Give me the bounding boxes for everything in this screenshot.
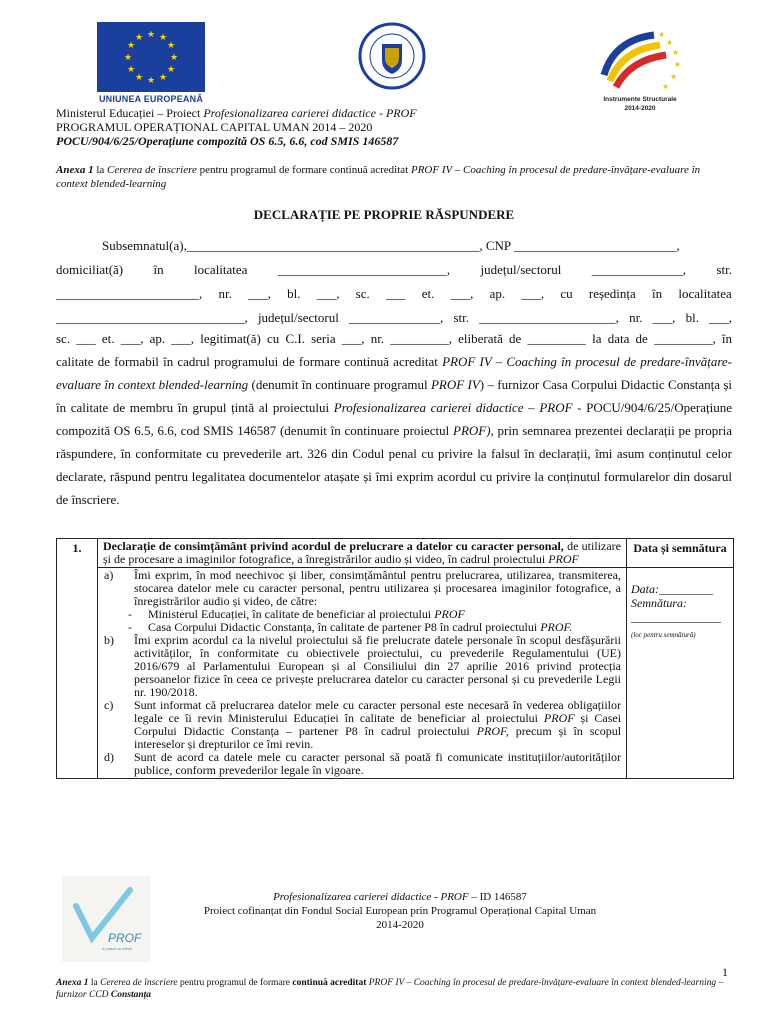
declaration-paragraph: calitate de formabil în cadrul programului de formare continuă acreditat PROF IV – Coaching în procesul de predare-învățare-evaluare în context blended-learning (denumit în continuare programul PROF IV) – furnizor Casa Corpului Didactic Constanța și în calitate de membru în grupul țintă al proiectului Profesionalizarea carierei didactice – PROF - POCU/904/6/25/Operațiune compozită OS 6.5, 6.6, cod SMIS 146587 (denumit în continuare proiectul PROF), prin semnarea prezentei declarații pe propria răspundere, în conformitate cu prevederile art. 326 din Codul penal cu privire la falsul în declarații, îmi asum conținutul celor declarate, răspund pentru legalitatea documentelor atașate și îmi exprim acordul cu privire la conținutul formularelor din dosarul de înscriere. [56,354,733,507]
smis-code-line: POCU/904/6/25/Operațiune compozită OS 6.5, 6.6, cod SMIS 146587 [56,134,399,148]
signature-field[interactable]: _______________ [631,610,721,624]
svg-text:★: ★ [123,52,133,62]
svg-text:★: ★ [674,60,682,69]
svg-text:în pasul cu elevii: în pasul cu elevii [102,946,132,951]
structural-instruments-logo [594,25,684,117]
consent-item-a-sub1: - Ministerul Educației, în calitate de beneficiar al proiectului PROF [128,607,465,621]
svg-text:★: ★ [146,75,156,85]
svg-text:★: ★ [134,32,144,42]
section-number: 1. [57,539,98,779]
footer-years: 2014-2020 [376,919,424,931]
page-number: 1 [722,965,728,979]
form-line-address: ______________________, nr. ___, bl. ___, sc. ___ et. ___, ap. ___, cu reședința în localitatea [56,286,732,301]
prof-logo [62,876,150,962]
eu-caption: UNIUNEA EUROPEANĂ [98,94,204,104]
consent-item-a-sub2: - Casa Corpului Didactic Constanța, în calitate de partener P8 în cadrul proiectului PROF. [128,620,573,634]
consent-items [98,568,627,779]
page-title: DECLARAȚIE PE PROPRIE RĂSPUNDERE [253,207,515,222]
svg-text:★: ★ [672,48,680,57]
date-field[interactable]: Data:_________ [631,582,713,596]
consent-table [56,538,734,779]
consent-item-c: c) Sunt informat că prelucrarea datelor mele cu caracter personal este necesară în vederea obligațiilor legale ce îi revin Ministerului Educației în calitate de beneficiar al proiectului PROF și Casei Corpului Didactic Constanța – partener P8 în cadrul proiectului PROF, precum și în scopul intereselor și drepturilor ce îmi revin. [104,698,622,751]
form-line-residence: _____________________________, județul/sectorul ______________, str. _____________________, nr. ___, bl. ___, [56,310,732,325]
svg-text:★: ★ [146,29,156,39]
footer-cofinancing: Proiect cofinanțat din Fondul Social European prin Programul Operațional Capital Uman [203,905,597,917]
consent-table-header-row [57,539,734,568]
consent-item-b: b) Îmi exprim acordul ca la nivelul proiectului să fie prelucrate datele personale în scopul desfășurării activităților, în conformitate cu obiectivele proiectului, cu prevederile Regulamentului (UE) 2016/679 al Parlamentului European și al Consiliului din 27 aprilie 2016 privind protecția persoanelor fizice în ceea ce privește prelucrarea datelor cu caracter personal și cu prevederile Legii nr. 190/2018. [104,633,621,699]
svg-text:PROF: PROF [108,931,142,945]
svg-text:★: ★ [158,32,168,42]
bottom-annex-note: Anexa 1 la Cererea de înscriere pentru programul de formare continuă acreditat PROF IV – Coaching în procesul de predare-învățare-evaluare în context blended-learning – furnizor CCD Constanța [56,978,724,1000]
footer-project: Profesionalizarea carierei didactice - PROF – ID 146587 [273,891,527,903]
form-line-domicile: domiciliat(ă) în localitatea __________________________, județul/sectorul ______________, str. [56,262,732,277]
government-emblem [357,20,427,98]
svg-text:★: ★ [662,82,670,91]
annex-note: Anexa 1 la Cererea de înscriere pentru programul de formare continuă acreditat PROF IV – Coaching în procesul de predare-învățare-evaluare în context blended-learning [56,164,701,190]
svg-text:★: ★ [658,30,666,39]
svg-text:★: ★ [666,38,674,47]
prof-checkmark-icon [62,876,150,962]
signature-placeholder-note: (loc pentru semnătură) [631,631,696,639]
ministry-line: Ministerul Educației – Proiect Profesionalizarea carierei didactice - PROF [56,106,417,120]
svg-text:★: ★ [158,72,168,82]
document-header [56,106,726,148]
signature-cell [627,568,734,779]
program-line: PROGRAMUL OPERAȚIONAL CAPITAL UMAN 2014 – 2020 [56,120,373,134]
svg-text:★: ★ [670,72,678,81]
signature-label: Semnătura: [631,596,687,610]
government-seal-icon [357,20,427,98]
svg-text:★: ★ [134,72,144,82]
page-footer [150,890,650,932]
svg-text:★: ★ [166,40,176,50]
structural-instruments-icon [594,25,684,95]
svg-text:★: ★ [126,64,136,74]
header-logos [0,10,768,110]
structural-instruments-caption: Instrumente Structurale 2014-2020 [603,96,677,112]
svg-text:★: ★ [166,64,176,74]
consent-heading: Declarație de consimțământ privind acordul de prelucrare a datelor cu caracter personal, de utilizare și de procesare a imaginilor fotografice, a înregistrărilor audio și video, în cadrul proiectului PROF [98,539,627,568]
eu-logo [97,22,205,108]
svg-text:★: ★ [126,40,136,50]
consent-item-d: d) Sunt de acord ca datele mele cu caracter personal să poată fi comunicate instituțiilor/autorităților publice, conform prevederilor legale în vigoare. [104,750,621,777]
eu-flag-icon [97,22,205,92]
svg-text:★: ★ [169,52,179,62]
consent-table-body-row [57,568,734,779]
form-line-name: Subsemnatul(a),_____________________________________________, CNP _________________________, [102,238,680,253]
form-line-id-card: sc. ___ et. ___, ap. ___, legitimat(ă) cu C.I. seria ___, nr. _________, eliberată de _________ la data de _________, în [56,331,732,346]
consent-item-a: a) Îmi exprim, în mod neechivoc și liber, consimțământul pentru prelucrarea, utilizarea, transmiterea, stocarea datelor mele cu caracter personal, pentru utilizarea și procesarea imaginilor fotografice, a înregistrărilor audio și video, de către: [104,568,621,608]
date-signature-header: Data și semnătura [627,539,734,568]
